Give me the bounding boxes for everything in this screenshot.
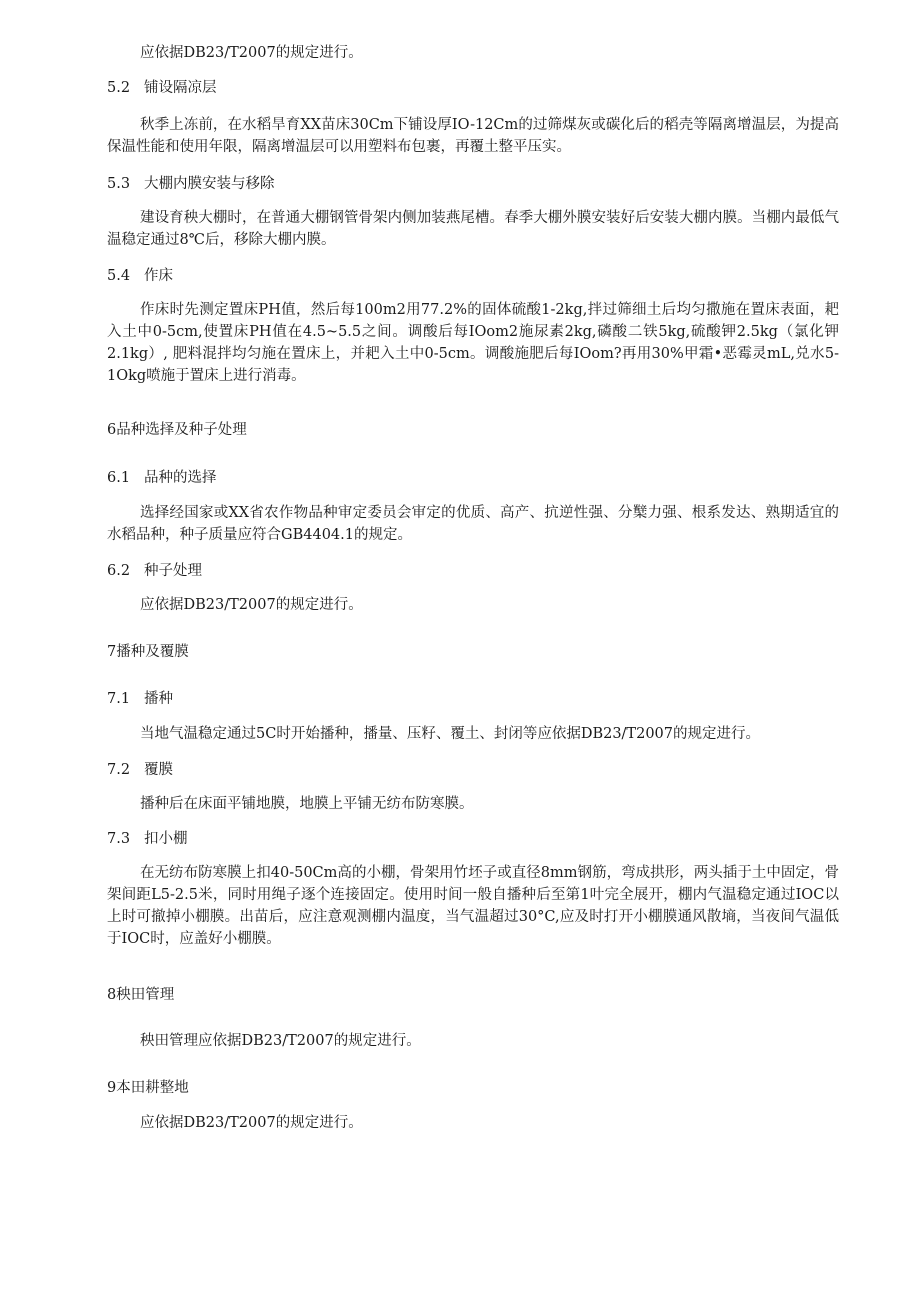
paragraph: 秧田管理应依据DB23/T2007的规定进行。 [140, 1033, 421, 1049]
subheading-title: 大棚内膜安装与移除 [144, 176, 275, 192]
paragraph: 在无纺布防寒膜上扣40-50Cm高的小棚，骨架用竹坯子或直径8mm钢筋，弯成拱形，两头插于土中固定，骨架间距L5-2.5米，同时用绳子逐个连接固定。使用时间一般自播种后至第1叶完全展开，棚内气温稳定通过IOC以上时可撤掉小棚膜。出苗后，应注意观测棚内温度，当气温超过30°C,应及时打开小棚膜通风散墒，当夜间气温低于IOC时，应盖好小棚膜。 [107, 865, 839, 947]
subheading-number: 6.1 [107, 470, 131, 486]
subheading-title: 扣小棚 [144, 831, 188, 847]
section-heading-8: 8秧田管理 [107, 987, 175, 1003]
subheading-title: 品种的选择 [144, 470, 217, 486]
section-heading-7: 7播种及覆膜 [107, 644, 189, 660]
subheading-6-1 [107, 467, 839, 489]
paragraph: 播种后在床面平铺地膜，地膜上平铺无纺布防寒膜。 [140, 796, 474, 812]
subheading-7-2 [107, 759, 839, 781]
paragraph: 应依据DB23/T2007的规定进行。 [140, 597, 363, 613]
subheading-number: 7.1 [107, 691, 131, 707]
paragraph: 应依据DB23/T2007的规定进行。 [140, 45, 363, 61]
subheading-number: 5.2 [107, 80, 131, 96]
subheading-title: 播种 [144, 691, 173, 707]
subheading-number: 5.3 [107, 176, 131, 192]
subheading-5-4 [107, 265, 839, 287]
subheading-title: 种子处理 [144, 563, 202, 579]
subheading-7-3 [107, 828, 839, 850]
paragraph: 应依据DB23/T2007的规定进行。 [140, 1115, 363, 1131]
subheading-title: 铺设隔凉层 [144, 80, 217, 96]
subheading-title: 作床 [144, 268, 173, 284]
subheading-7-1 [107, 688, 839, 710]
subheading-number: 5.4 [107, 268, 131, 284]
subheading-title: 覆膜 [144, 762, 173, 778]
subheading-6-2 [107, 560, 839, 582]
paragraph: 选择经国家或XX省农作物品种审定委员会审定的优质、高产、抗逆性强、分櫱力强、根系发达、熟期适宜的水稻品种，种子质量应符合GB4404.1的规定。 [107, 505, 839, 543]
subheading-5-2 [107, 77, 839, 99]
section-heading-9: 9本田耕整地 [107, 1080, 189, 1096]
subheading-number: 7.2 [107, 762, 131, 778]
paragraph: 秋季上冻前，在水稻旱育XX苗床30Cm下铺设厚IO-12Cm的过筛煤灰或碳化后的稻壳等隔离增温层，为提高保温性能和使用年限，隔离增温层可以用塑料布包裹，再覆土整平压实。 [107, 117, 839, 155]
paragraph: 当地气温稳定通过5C时开始播种，播量、压籽、覆土、封闭等应依据DB23/T2007的规定进行。 [140, 726, 761, 742]
section-heading-6: 6品种选择及种子处理 [107, 422, 247, 438]
paragraph: 作床时先测定置床PH值，然后每100m2用77.2%的固体硫酸1-2kg,拌过筛细土后均匀撒施在置床表面，耙入土中0-5cm,使置床PH值在4.5~5.5之间。调酸后每IOom2施尿素2kg,磷酸二铁5kg,硫酸钾2.5kg（氯化钾2.1kg）, 肥料混拌均匀施在置床上，并耙入土中0-5cm。调酸施肥后每IOom?再用30%甲霜•恶霉灵mL,兑水5-1Okg喷施于置床上进行消毒。 [107, 302, 839, 384]
subheading-number: 7.3 [107, 831, 131, 847]
subheading-number: 6.2 [107, 563, 131, 579]
paragraph: 建设育秧大棚时，在普通大棚钢管骨架内侧加装燕尾槽。春季大棚外膜安装好后安装大棚内膜。当棚内最低气温稳定通过8℃后，移除大棚内膜。 [107, 210, 839, 248]
subheading-5-3 [107, 173, 839, 195]
